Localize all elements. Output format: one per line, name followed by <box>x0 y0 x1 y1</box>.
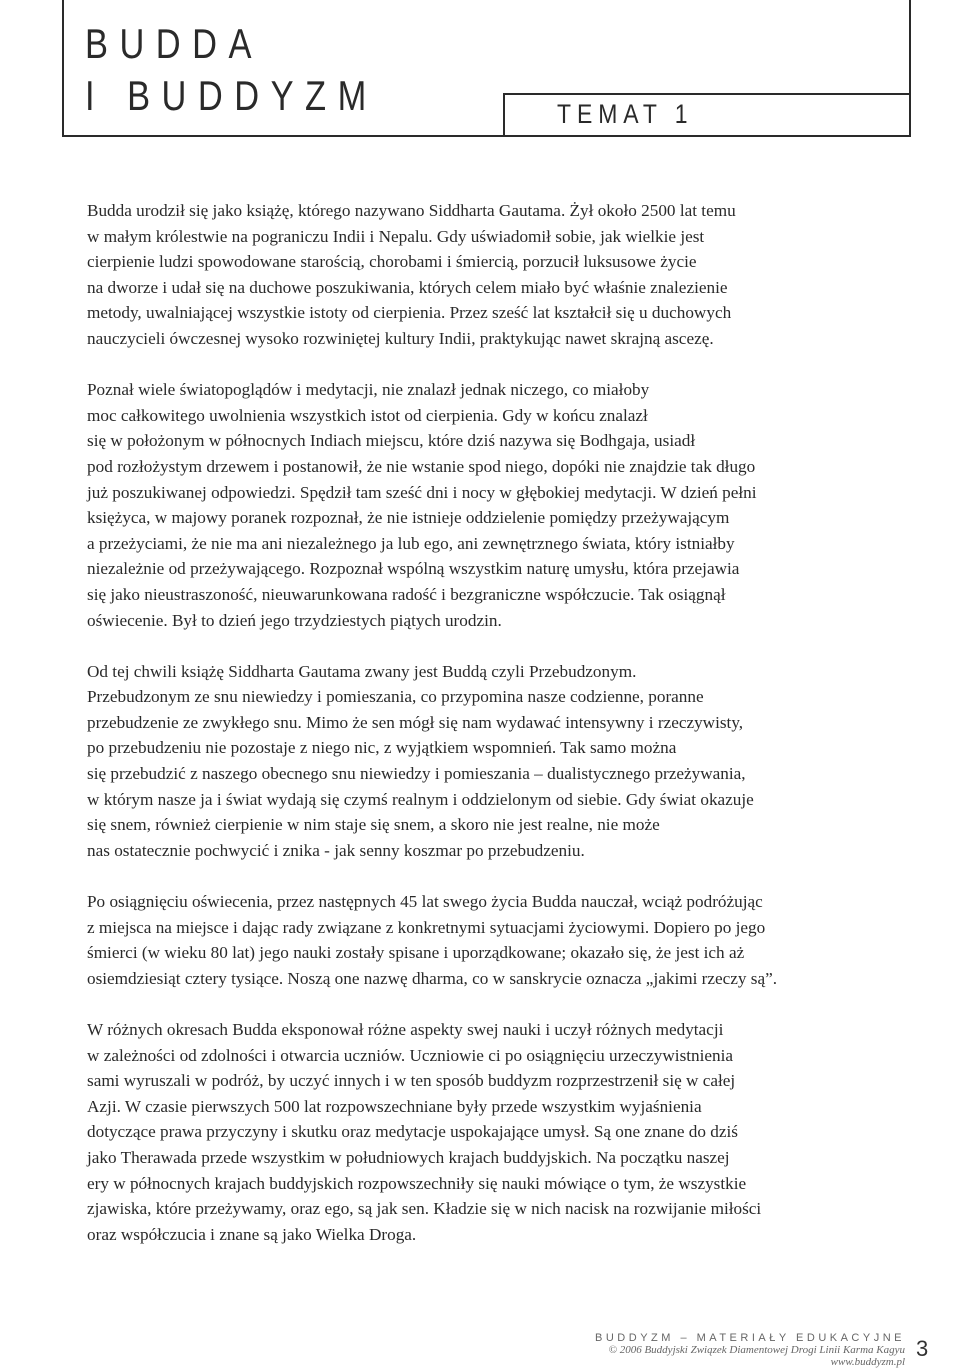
text-line: już poszukiwanej odpowiedzi. Spędził tam sześć dni i nocy w głębokiej medytacji. W dzień pełni <box>87 482 757 502</box>
text-line: dotyczące prawa przyczyny i skutku oraz medytacje uspokajające umysł. Są one znane do dziś <box>87 1122 738 1142</box>
text-line: się przebudzić z naszego obecnego snu niewiedzy i pomieszania – dualistycznego przeżywania, <box>87 764 746 784</box>
text-line: Przebudzonym ze snu niewiedzy i pomieszania, co przypomina nasze codzienne, poranne <box>87 687 704 707</box>
text-line: ery w północnych krajach buddyjskich rozpowszechniły się nauki mówiące o tym, że wszystkie <box>87 1173 747 1193</box>
text-line: oświecenie. Był to dzień jego trzydziestych piątych urodzin. <box>87 610 502 630</box>
text-line: na dworze i udał się na duchowe poszukiwania, których celem miało być właśnie znalezienie <box>87 277 728 297</box>
text-line: W różnych okresach Budda eksponował różne aspekty swej nauki i uczył różnych medytacji <box>87 1020 724 1039</box>
text-line: z miejsca na miejsce i dając rady związane z konkretnymi sytuacjami życiowymi. Dopiero po jego <box>87 917 766 937</box>
paragraph <box>87 1017 887 1247</box>
footer <box>595 1332 905 1368</box>
text-line: metody, uwalniającej wszystkie istoty od cierpienia. Przez sześć lat kształcił się u duchowych <box>87 303 732 323</box>
title-line-1: BUDDA <box>85 20 263 67</box>
paragraph <box>87 659 887 864</box>
text-line: Budda urodził się jako książę, którego nazywano Siddharta Gautama. Żył około 2500 lat temu <box>87 201 736 220</box>
text-line: moc całkowitego uwolnienia wszystkich istot od cierpienia. Gdy w końcu znalazł <box>87 405 648 425</box>
text-line: Poznał wiele światopoglądów i medytacji, nie znalazł jednak niczego, co miałoby <box>87 380 650 400</box>
page-number: 3 <box>916 1336 929 1361</box>
text-line: się w położonym w północnych Indiach miejscu, które dziś nazywa się Bodhgaja, usiadł <box>87 431 696 451</box>
text-line: zjawiska, które przeżywamy, oraz ego, są jak sen. Kładzie się w nich nacisk na rozwijanie miłości <box>87 1199 762 1219</box>
text-line: nauczycieli ówczesnej wysoko rozwiniętej kultury Indii, praktykując nawet skrajną ascezę. <box>87 328 714 348</box>
text-line: oraz współczucia i znane są jako Wielka Droga. <box>87 1224 417 1244</box>
paragraph <box>87 198 887 352</box>
text-line: w którym nasze ja i świat wydają się czymś realnym i oddzielonym od siebie. Gdy świat okazuje <box>87 789 754 809</box>
text-line: Od tej chwili książę Siddharta Gautama zwany jest Buddą czyli Przebudzonym. <box>87 661 637 681</box>
page-title <box>85 18 378 122</box>
text-line: przebudzenie ze zwykłego snu. Mimo że sen mógł się nam wydawać intensywny i rzeczywisty, <box>87 712 744 732</box>
footer-series: BUDDYZM – MATERIAŁY EDUKACYJNE <box>595 1332 905 1344</box>
text-line: cierpienie ludzi spowodowane starością, chorobami i śmiercią, porzucił luksusowe życie <box>87 252 697 272</box>
text-line: Po osiągnięciu oświecenia, przez następnych 45 lat swego życia Budda nauczał, wciąż podróżując <box>87 892 763 912</box>
footer-url: www.buddyzm.pl <box>830 1356 905 1368</box>
topic-label: TEMAT 1 <box>557 99 694 129</box>
text-line: się snem, również cierpienie w nim staje się snem, a skoro nie jest realne, nie może <box>87 815 660 835</box>
text-line: a przeżyciami, że nie ma ani niezależnego ja lub ego, ani zewnętrznego świata, który istniałby <box>87 533 735 553</box>
paragraph <box>87 377 887 633</box>
text-line: nas ostatecznie pochwycić i znika - jak senny koszmar po przebudzeniu. <box>87 840 585 860</box>
text-line: się jako nieustraszoność, nieuwarunkowana radość i bezgraniczne współczucie. Tak osiągnął <box>87 584 726 604</box>
body-text <box>87 198 887 1273</box>
text-line: jako Therawada przede wszystkim w południowych krajach buddyjskich. Na początku naszej <box>87 1147 730 1167</box>
text-line: w małym królestwie na pograniczu Indii i Nepalu. Gdy uświadomił sobie, jak wielkie jest <box>87 226 705 246</box>
footer-copyright: © 2006 Buddyjski Związek Diamentowej Drogi Linii Karma Kagyu <box>608 1344 905 1356</box>
text-line: sami wyruszali w podróż, by uczyć innych i w ten sposób buddyzm rozprzestrzenił się w całej <box>87 1071 736 1091</box>
paragraph <box>87 889 887 991</box>
text-line: osiemdziesiąt cztery tysiące. Noszą one nazwę dharma, co w sanskrycie oznacza „jakimi rzeczy są”. <box>87 968 778 988</box>
text-line: pod rozłożystym drzewem i postanowił, że nie wstanie spod niego, dopóki nie znajdzie tak długo <box>87 456 756 476</box>
text-line: po przebudzeniu nie pozostaje z niego nic, z wyjątkiem wspomnień. Tak samo można <box>87 738 677 758</box>
text-line: niezależnie od przeżywającego. Rozpoznał wspólną wszystkim naturę umysłu, która przejawia <box>87 559 740 579</box>
text-line: śmierci (w wieku 80 lat) jego nauki zostały spisane i uporządkowane; okazało się, że jest ich aż <box>87 943 745 963</box>
text-line: Azji. W czasie pierwszych 500 lat rozpowszechniane były przede wszystkim wyjaśnienia <box>87 1096 702 1116</box>
title-line-2: I BUDDYZM <box>85 72 378 119</box>
text-line: księżyca, w majowy poranek rozpoznał, że nie istnieje oddzielenie pomiędzy przeżywającym <box>87 508 730 528</box>
text-line: w zależności od zdolności i otwarcia uczniów. Uczniowie ci po osiągnięciu urzeczywistnienia <box>87 1045 734 1065</box>
